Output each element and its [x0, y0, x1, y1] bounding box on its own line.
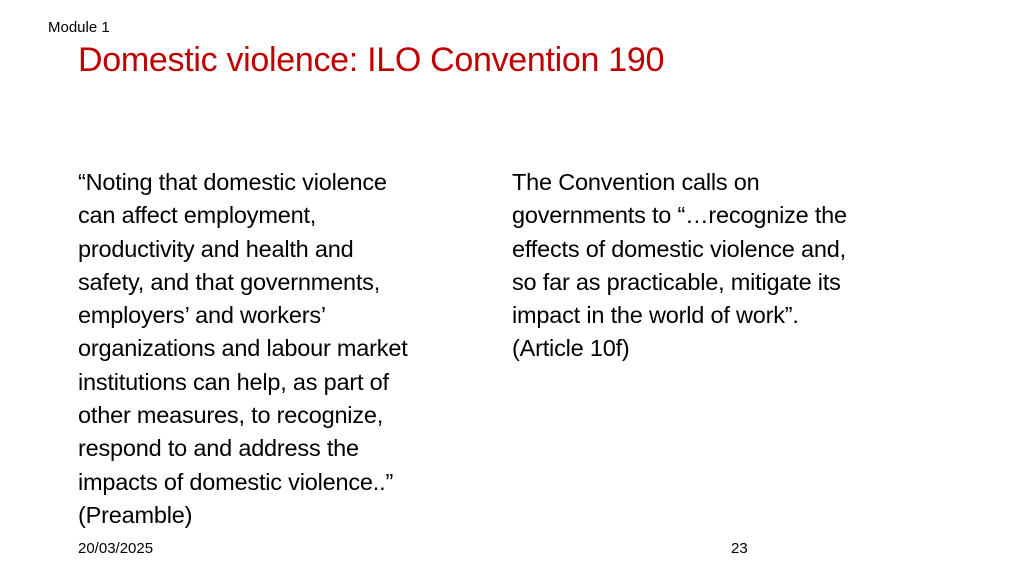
- preamble-quote-line: can affect employment,: [78, 202, 317, 229]
- preamble-quote-line: productivity and health and: [78, 235, 354, 262]
- preamble-quote-column: [78, 166, 498, 532]
- slide-number: 23: [731, 540, 748, 557]
- preamble-quote-line: “Noting that domestic violence: [78, 169, 387, 195]
- article-quote-line: so far as practicable, mitigate its: [512, 268, 841, 295]
- article-quote-line: impact in the world of work”.: [512, 302, 799, 329]
- article-citation: (Article 10f): [512, 335, 630, 362]
- preamble-quote-line: impacts of domestic violence..”: [78, 468, 394, 495]
- article-quote-line: effects of domestic violence and,: [512, 235, 846, 262]
- module-label: Module 1: [48, 19, 110, 36]
- slide-title: Domestic violence: ILO Convention 190: [78, 41, 665, 79]
- preamble-quote-line: employers’ and workers’: [78, 302, 326, 329]
- article-quote-column: [512, 166, 942, 366]
- preamble-quote-line: organizations and labour market: [78, 335, 408, 362]
- preamble-quote-line: other measures, to recognize,: [78, 402, 384, 429]
- article-quote-line: governments to “…recognize the: [512, 202, 847, 229]
- preamble-quote-line: respond to and address the: [78, 435, 359, 462]
- article-quote-line: The Convention calls on: [512, 169, 760, 195]
- footer-date: 20/03/2025: [78, 540, 154, 557]
- preamble-quote-line: safety, and that governments,: [78, 268, 381, 295]
- preamble-quote-line: institutions can help, as part of: [78, 368, 389, 395]
- preamble-citation: (Preamble): [78, 501, 193, 528]
